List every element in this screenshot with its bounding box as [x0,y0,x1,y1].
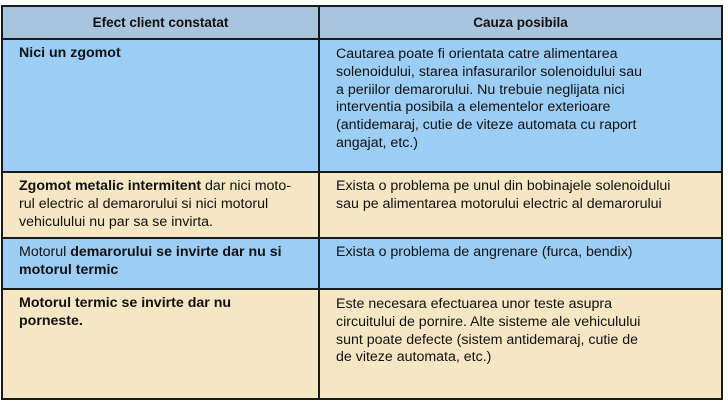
effect-line [19,244,310,262]
cause-line: solenoidului, starea infasurarilor solenoidului sau [336,63,643,80]
cause-line: Exista o problema pe unul din bobinajele solenoidului [336,178,671,194]
effect-text: Zgomot metalic intermitent [19,178,202,194]
effect-text: motorul termic [19,261,119,278]
table-row [3,40,721,173]
cause-line: a periilor demarorului. Nu trebuie neglijata nici [336,81,625,98]
cause-cell [320,40,721,171]
cause-line: sau pe alimentarea motorului electric al demarorului [336,195,662,212]
effect-cell [3,290,320,398]
effect-line [19,214,310,232]
effect-line [19,295,310,313]
effect-text: demarorului se invirte dar nu si [70,244,282,260]
effect-cell [3,239,320,288]
cause-line: interventia posibila a elementelor exterioare [336,99,611,116]
cause-line: angajat, etc.) [336,134,419,151]
cause-cell [320,239,721,288]
cause-cell [320,173,721,237]
effect-text: dar nici moto- [201,178,291,194]
table-row [3,173,721,239]
effect-line [19,178,310,196]
cause-line: Exista o problema de angrenare (furca, bendix) [336,244,633,260]
diagnostic-table [1,5,723,400]
effect-text: porneste. [19,312,83,329]
effect-cell [3,40,320,171]
effect-text: Motorul termic se invirte dar nu [19,295,232,311]
cause-line: (antidemaraj, cutie de viteze automata cu raport [336,117,637,134]
cause-line: sunt poate defecte (sistem antidemaraj, cutie de [336,331,639,348]
effect-text: Nici un zgomot [19,45,121,61]
header-cause: Cauza posibila [320,7,721,38]
effect-cell [3,173,320,237]
table-row [3,290,721,398]
cause-line: circuitului de pornire. Alte sisteme ale vehiculului [336,313,641,330]
cause-line: Este necesara efectuarea unor teste asupra [336,296,613,312]
effect-line [19,313,310,331]
effect-text: rul electric al demarorului si nici motorul [19,195,269,212]
effect-line [19,262,310,280]
table-row [3,239,721,290]
effect-text: Motorul [19,244,71,260]
table-header-row [3,7,721,40]
cause-line: de viteze automata, etc.) [336,349,492,366]
effect-line [19,45,310,63]
effect-line [19,196,310,214]
cause-line: Cautarea poate fi orientata catre alimentarea [336,46,618,62]
header-effect: Efect client constatat [3,7,320,38]
effect-text: vehiculului nu par sa se invirta. [19,213,213,230]
cause-cell [320,290,721,398]
